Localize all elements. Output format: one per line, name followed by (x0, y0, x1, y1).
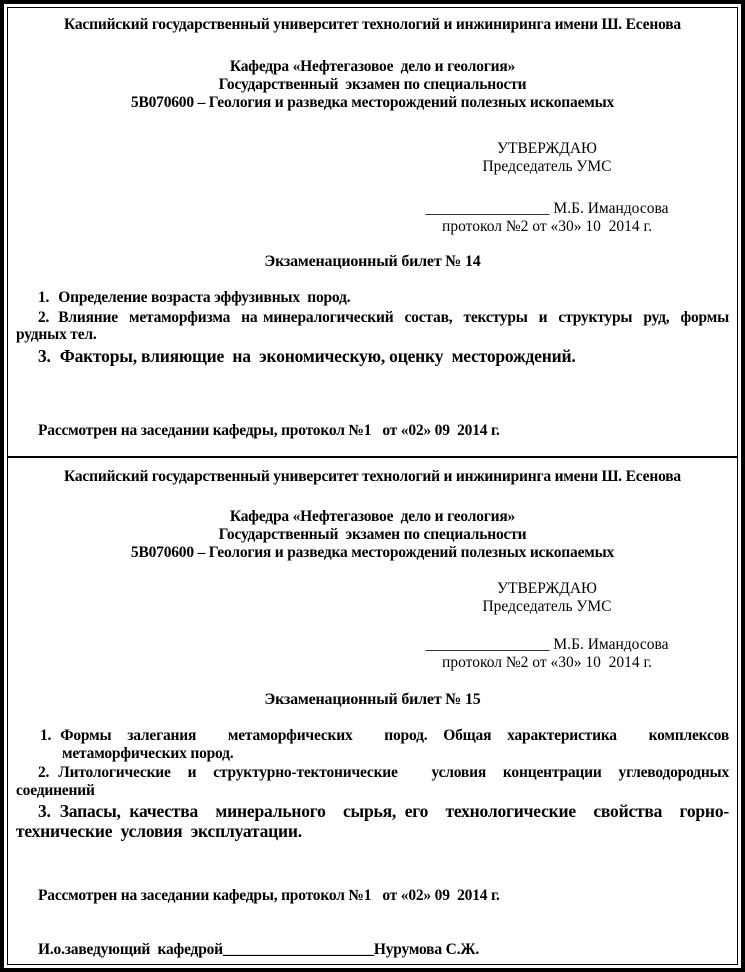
ticket-title: Экзаменационный билет № 15 (264, 691, 481, 708)
question-item (16, 346, 729, 366)
question-text: Влияние метаморфизма на минералогический состав, текстуры и структуры руд, формы рудных тел. (16, 308, 737, 343)
approve-label: УТВЕРЖДАЮ (497, 580, 597, 597)
department-name: Кафедра «Нефтегазовое дело и геология» (229, 58, 516, 75)
exam-tickets-table (7, 7, 738, 965)
specialty-code: 5В070600 – Геология и разведка месторождений полезных ископаемых (130, 94, 615, 111)
questions-list (16, 727, 737, 841)
exam-type: Государственный экзамен по специальности (218, 76, 527, 93)
question-number: 3. (38, 801, 51, 821)
question-text: Запасы, качества минерального сырья, его технологические свойства горно-технические условия эксплуатации. (16, 801, 729, 841)
question-item (16, 727, 733, 762)
head-of-department-signature: И.о.заведующий кафедрой____________________Нурумова С.Ж. (38, 941, 480, 958)
reviewed-line: Рассмотрен на заседании кафедры, протокол №1 от «02» 09 2014 г. (38, 421, 500, 439)
signature-line: ________________ М.Б. Имандосова (425, 200, 669, 217)
ticket-title: Экзаменационный билет № 14 (264, 253, 481, 270)
question-text: Определение возраста эффузивных пород. (58, 289, 351, 306)
specialty-code: 5В070600 – Геология и разведка месторождений полезных ископаемых (130, 544, 615, 561)
question-text: Факторы, влияющие на экономическую, оценку месторождений. (59, 345, 576, 366)
page-margin (4, 4, 741, 968)
signature-line: ________________ М.Б. Имандосова (425, 636, 669, 653)
university-name: Каспийский государственный университет технологий и инжиниринга имени Ш. Есенова (64, 468, 681, 485)
question-number: 1. (38, 289, 50, 306)
question-item (16, 764, 737, 799)
reviewed-line: Рассмотрен на заседании кафедры, протокол №1 от «02» 09 2014 г. (38, 887, 500, 904)
department-name: Кафедра «Нефтегазовое дело и геология» (229, 508, 516, 525)
question-number: 2. (38, 308, 50, 326)
question-item (16, 801, 729, 841)
ticket-15-cell (8, 458, 737, 964)
ticket-14-cell (8, 8, 737, 458)
protocol-line: протокол №2 от «30» 10 2014 г. (442, 218, 652, 235)
approval-block (387, 140, 707, 236)
chairman-label: Председатель УМС (482, 158, 612, 175)
question-number: 3. (38, 345, 51, 366)
approve-label: УТВЕРЖДАЮ (497, 140, 597, 157)
question-text: Формы залегания метаморфических пород. Общая характеристика комплексов метаморфических пород. (60, 727, 733, 762)
question-number: 2. (38, 764, 50, 781)
questions-list (16, 289, 737, 366)
university-name: Каспийский государственный университет технологий и инжиниринга имени Ш. Есенова (64, 16, 681, 33)
question-item (16, 289, 729, 307)
approval-block (387, 580, 707, 672)
question-item (16, 308, 737, 344)
chairman-label: Председатель УМС (482, 598, 612, 615)
protocol-line: протокол №2 от «30» 10 2014 г. (442, 654, 652, 671)
question-text: Литологические и структурно-тектонические условия концентрации углеводородных соединений (16, 764, 737, 799)
exam-type: Государственный экзамен по специальности (218, 526, 527, 543)
question-number: 1. (40, 727, 52, 744)
